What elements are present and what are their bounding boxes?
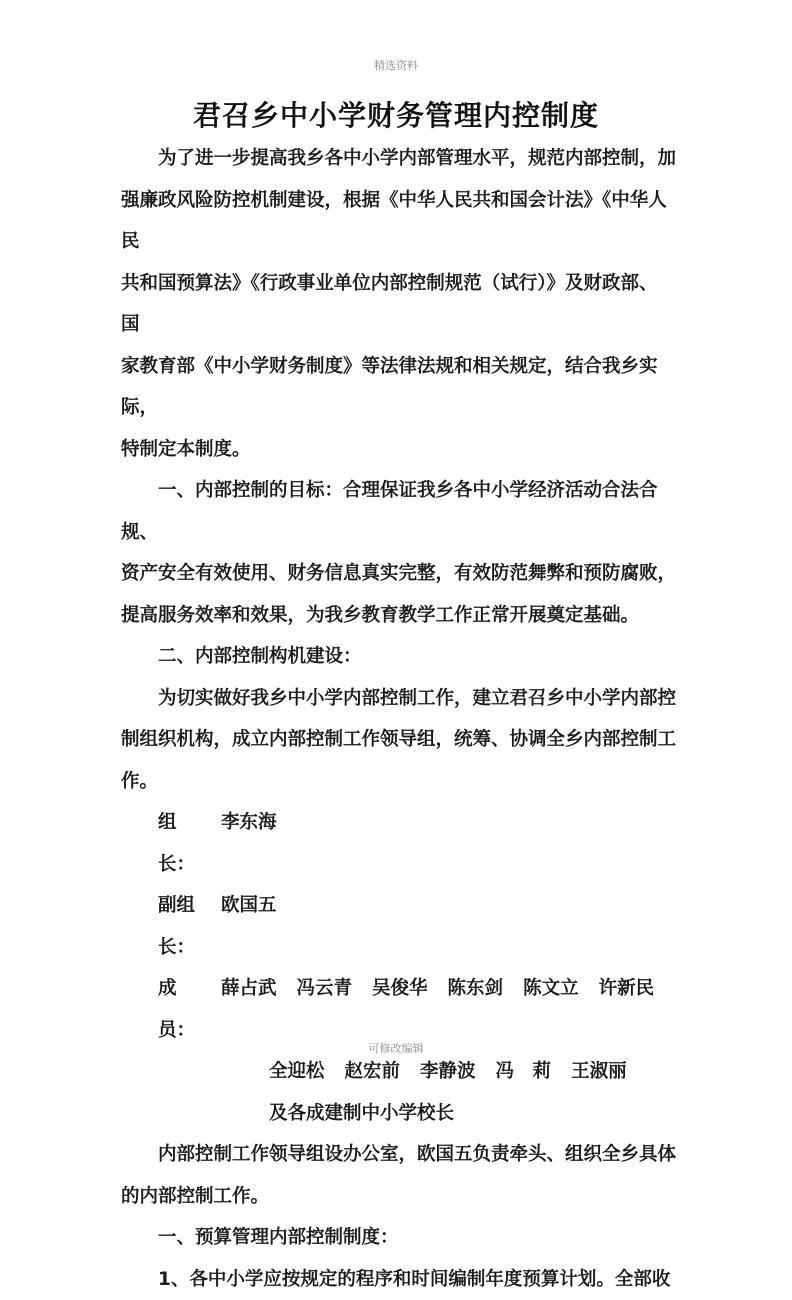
members-label: 成 员： (158, 968, 221, 1051)
intro-line: 为了进一步提高我乡各中小学内部管理水平，规范内部控制，加 (121, 138, 679, 180)
members-names-row2 (158, 1051, 679, 1093)
org-line: 制组织机构，成立内部控制工作领导组，统筹、协调全乡内部控制工 (121, 719, 679, 761)
intro-line: 特制定本制度。 (121, 429, 679, 471)
goal-line: 提高服务效率和效果，为我乡教育教学工作正常开展奠定基础。 (121, 595, 679, 637)
deputy-label: 副组长： (158, 885, 221, 968)
members-note: 及各成建制中小学校长 (158, 1093, 679, 1135)
member-name: 薛占武 (221, 968, 277, 1051)
budget-line: 1、各中小学应按规定的程序和时间编制年度预算计划。全部收 (121, 1259, 679, 1300)
org-line: 作。 (121, 761, 679, 803)
org-line: 为切实做好我乡中小学内部控制工作，建立君召乡中小学内部控 (121, 678, 679, 720)
goal-line: 一、内部控制的目标：合理保证我乡各中小学经济活动合法合规、 (121, 470, 679, 553)
member-name: 赵宏前 (345, 1051, 401, 1093)
intro-line: 家教育部《中小学财务制度》等法律法规和相关规定，结合我乡实际， (121, 346, 679, 429)
member-name: 王淑丽 (571, 1051, 627, 1093)
members-row (158, 968, 679, 1051)
member-name: 李静波 (420, 1051, 476, 1093)
document-body (121, 138, 679, 1300)
section-heading-org: 二、内部控制构机建设： (121, 636, 679, 678)
member-name: 全迎松 (269, 1051, 325, 1093)
deputy-name: 欧国五 (221, 885, 277, 968)
member-name: 吴俊华 (372, 968, 428, 1051)
leader-row (158, 802, 679, 885)
goal-line: 资产安全有效使用、财务信息真实完整，有效防范舞弊和预防腐败， (121, 553, 679, 595)
members-names-row1 (221, 968, 674, 1051)
office-line: 内部控制工作领导组设办公室，欧国五负责牵头、组织全乡具体 (121, 1134, 679, 1176)
member-name: 陈文立 (523, 968, 579, 1051)
member-name: 陈东剑 (448, 968, 504, 1051)
deputy-row (158, 885, 679, 968)
member-name: 冯云青 (297, 968, 353, 1051)
intro-line: 共和国预算法》《行政事业单位内部控制规范（试行）》及财政部、 国 (121, 263, 679, 346)
office-line: 的内部控制工作。 (121, 1176, 679, 1218)
member-name: 冯 莉 (496, 1051, 552, 1093)
header-note: 精选资料 (0, 57, 792, 73)
footer-note: 可修改编辑 (0, 1040, 792, 1056)
section-heading-budget: 一、预算管理内部控制制度： (121, 1217, 679, 1259)
leadership-list (121, 802, 679, 1134)
leader-name: 李东海 (221, 802, 277, 885)
member-name: 许新民 (599, 968, 655, 1051)
intro-line: 强廉政风险防控机制建设，根据《中华人民共和国会计法》《中华人民 (121, 180, 679, 263)
page-title: 君召乡中小学财务管理内控制度 (0, 94, 792, 134)
leader-label: 组 长： (158, 802, 221, 885)
